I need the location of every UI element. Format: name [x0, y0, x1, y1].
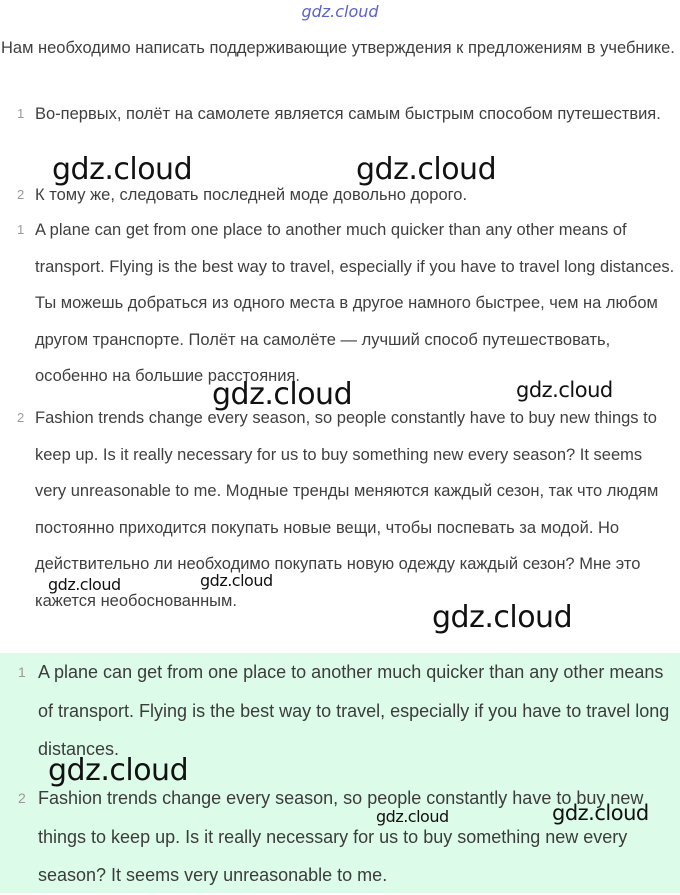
watermark: gdz.cloud: [432, 600, 573, 635]
watermark: gdz.cloud: [356, 152, 497, 187]
watermark: gdz.cloud: [48, 753, 189, 788]
watermark: gdz.cloud: [212, 377, 353, 412]
item-number: 2: [17, 187, 25, 202]
watermark: gdz.cloud: [48, 575, 121, 594]
item-text: К тому же, следовать последней моде довольно дорого.: [35, 186, 468, 204]
item-text: Во-первых, полёт на самолете является самым быстрым способом путешествия.: [35, 105, 661, 123]
item-text: A plane can get from one place to another much quicker than any other means of transport. Flying is the best way to travel, especially if you have to travel long distances. Ты можешь добраться из одного места в другое намного быстрее, чем на любом другом транспорте. Полёт на самолёте — лучший способ путешествовать, особенно на большие расстояния.: [35, 221, 675, 385]
item-text: Fashion trends change every season, so people constantly have to buy new things to keep up. Is it really necessary for us to buy something new every season? It seems very unreasonable to me. Модные тренды меняются каждый сезон, так что людям постоянно приходится покупать новые вещи, чтобы поспевать за модой. Но действительно ли необходимо покупать новую одежду каждый сезон? Мне это кажется необоснованным.: [35, 409, 659, 610]
item-text: Fashion trends change every season, so people constantly have to buy new things to keep up. Is it really necessary for us to buy something new every season? It seems very unreasonable to me.: [38, 788, 644, 885]
watermark: gdz.cloud: [200, 571, 273, 590]
item-number: 1: [17, 106, 25, 121]
item-number: 2: [17, 410, 25, 425]
watermark: gdz.cloud: [516, 378, 613, 402]
item-number: 1: [17, 222, 25, 237]
item-number: 1: [18, 664, 26, 680]
intro-text: Нам необходимо написать поддерживающие утверждения к предложениям в учебнике.: [1, 39, 675, 57]
watermark: gdz.cloud: [552, 801, 649, 825]
watermark: gdz.cloud: [376, 807, 449, 826]
item-number: 2: [18, 790, 26, 806]
watermark: gdz.cloud: [52, 152, 193, 187]
item-text: A plane can get from one place to another much quicker than any other means of transport. Flying is the best way to travel, especially if you have to travel long distances.: [38, 662, 670, 759]
header-watermark: gdz.cloud: [301, 2, 379, 21]
